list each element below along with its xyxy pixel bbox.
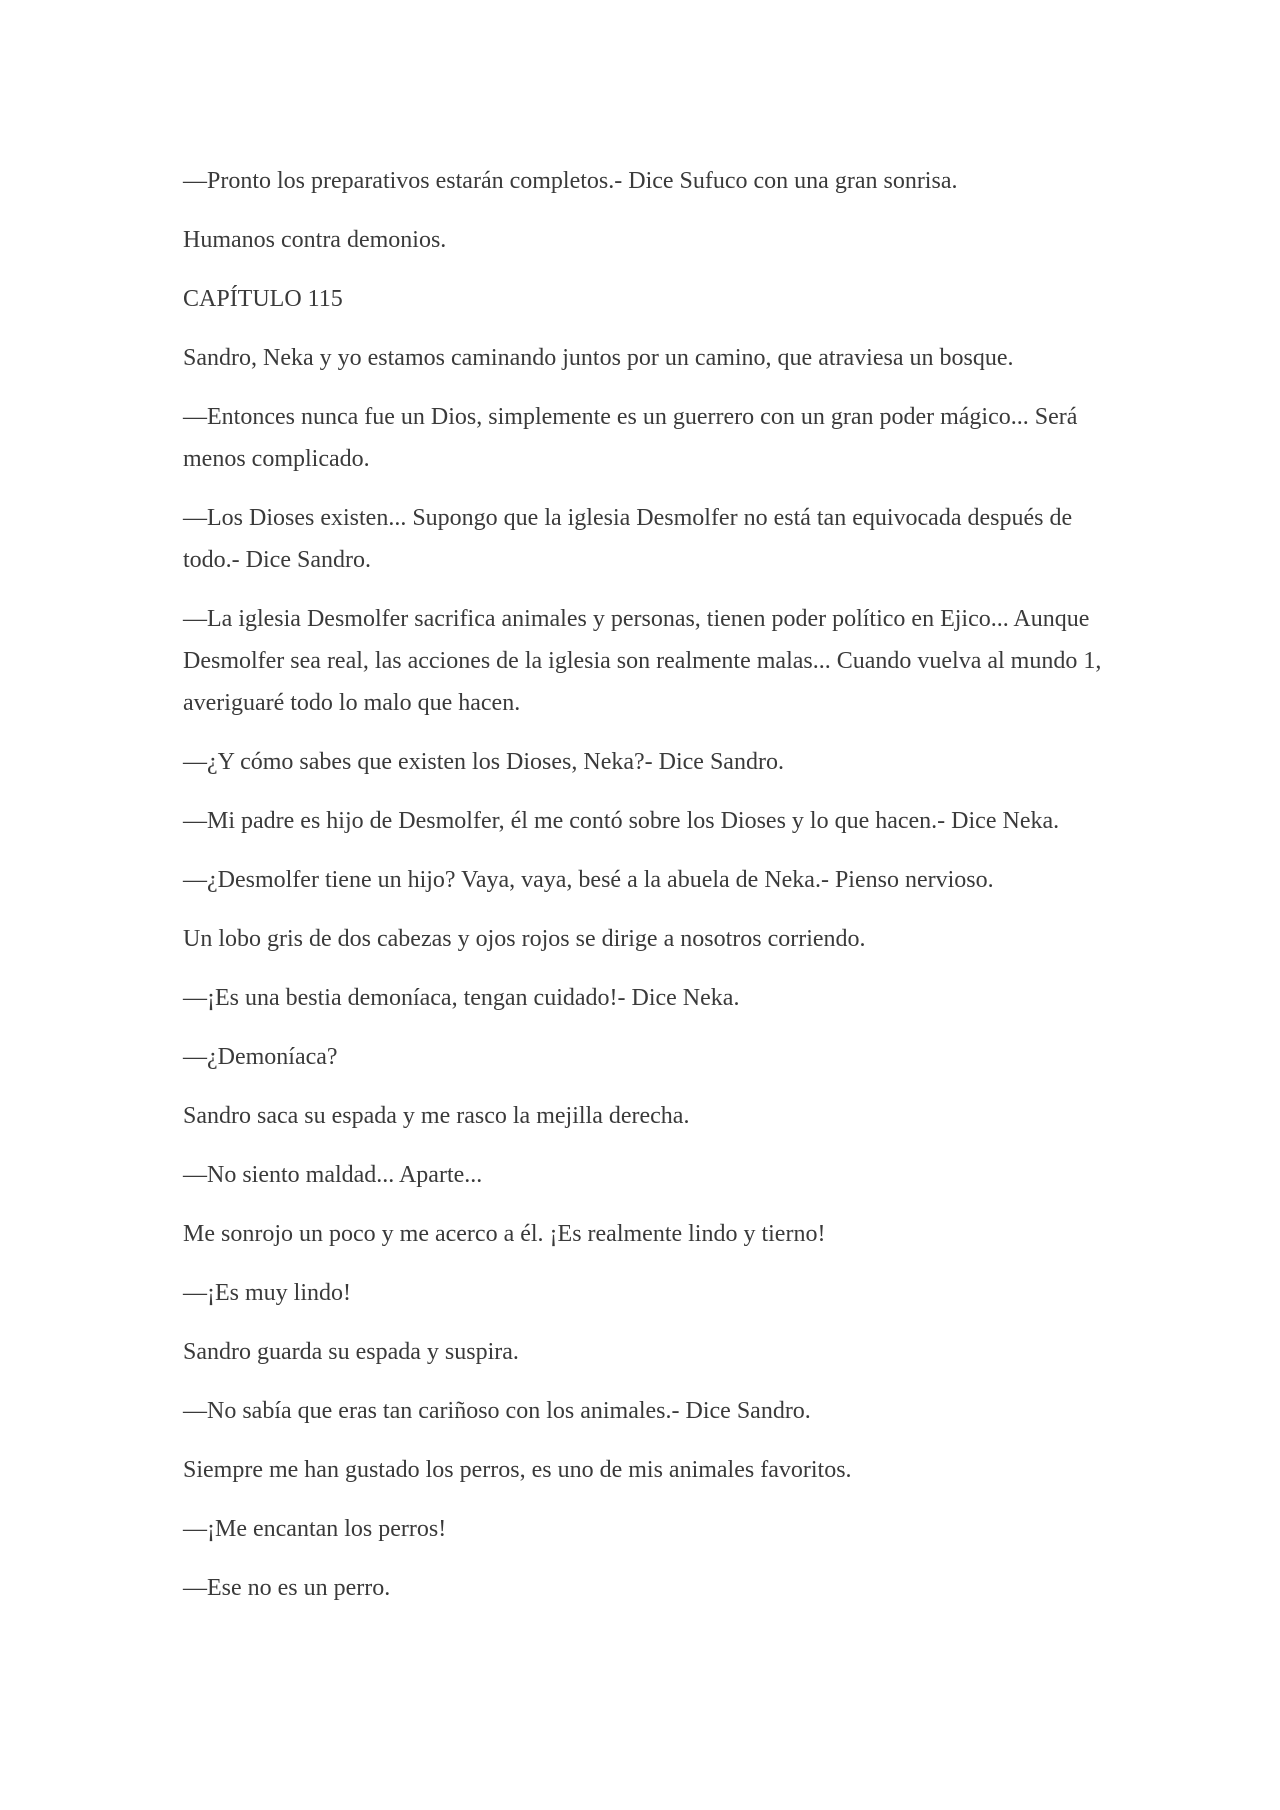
paragraph: —No siento maldad... Aparte... (183, 1162, 483, 1188)
paragraph: —Entonces nunca fue un Dios, simplemente es un guerrero con un gran poder mágico... Será menos complicado. (183, 404, 1078, 472)
paragraph: —¡Es muy lindo! (183, 1280, 351, 1306)
paragraph: Humanos contra demonios. (183, 227, 447, 253)
paragraph: —Pronto los preparativos estarán completos.- Dice Sufuco con una gran sonrisa. (183, 168, 958, 194)
paragraph: —¿Demoníaca? (183, 1044, 338, 1070)
paragraph: Siempre me han gustado los perros, es uno de mis animales favoritos. (183, 1457, 852, 1483)
text-body (183, 160, 1103, 1626)
paragraph: —Ese no es un perro. (183, 1575, 391, 1601)
paragraph: —¡Es una bestia demoníaca, tengan cuidado!- Dice Neka. (183, 985, 740, 1011)
paragraph: —No sabía que eras tan cariñoso con los animales.- Dice Sandro. (183, 1398, 811, 1424)
paragraph: Me sonrojo un poco y me acerco a él. ¡Es realmente lindo y tierno! (183, 1221, 826, 1247)
chapter-heading: CAPÍTULO 115 (183, 286, 343, 312)
paragraph: —¿Desmolfer tiene un hijo? Vaya, vaya, besé a la abuela de Neka.- Pienso nervioso. (183, 867, 994, 893)
paragraph: —Los Dioses existen... Supongo que la iglesia Desmolfer no está tan equivocada después de todo.- Dice Sandro. (183, 505, 1073, 573)
paragraph: Sandro guarda su espada y suspira. (183, 1339, 519, 1365)
paragraph: Un lobo gris de dos cabezas y ojos rojos se dirige a nosotros corriendo. (183, 926, 866, 952)
paragraph: —La iglesia Desmolfer sacrifica animales y personas, tienen poder político en Ejico... Aunque Desmolfer sea real, las acciones de la iglesia son realmente malas... Cuando vuelva al mundo 1, averiguaré todo lo malo que hacen. (183, 606, 1102, 716)
paragraph: Sandro, Neka y yo estamos caminando juntos por un camino, que atraviesa un bosque. (183, 345, 1014, 371)
paragraph: Sandro saca su espada y me rasco la mejilla derecha. (183, 1103, 690, 1129)
paragraph: —Mi padre es hijo de Desmolfer, él me contó sobre los Dioses y lo que hacen.- Dice Neka. (183, 808, 1060, 834)
paragraph: —¿Y cómo sabes que existen los Dioses, Neka?- Dice Sandro. (183, 749, 784, 775)
paragraph: —¡Me encantan los perros! (183, 1516, 447, 1542)
